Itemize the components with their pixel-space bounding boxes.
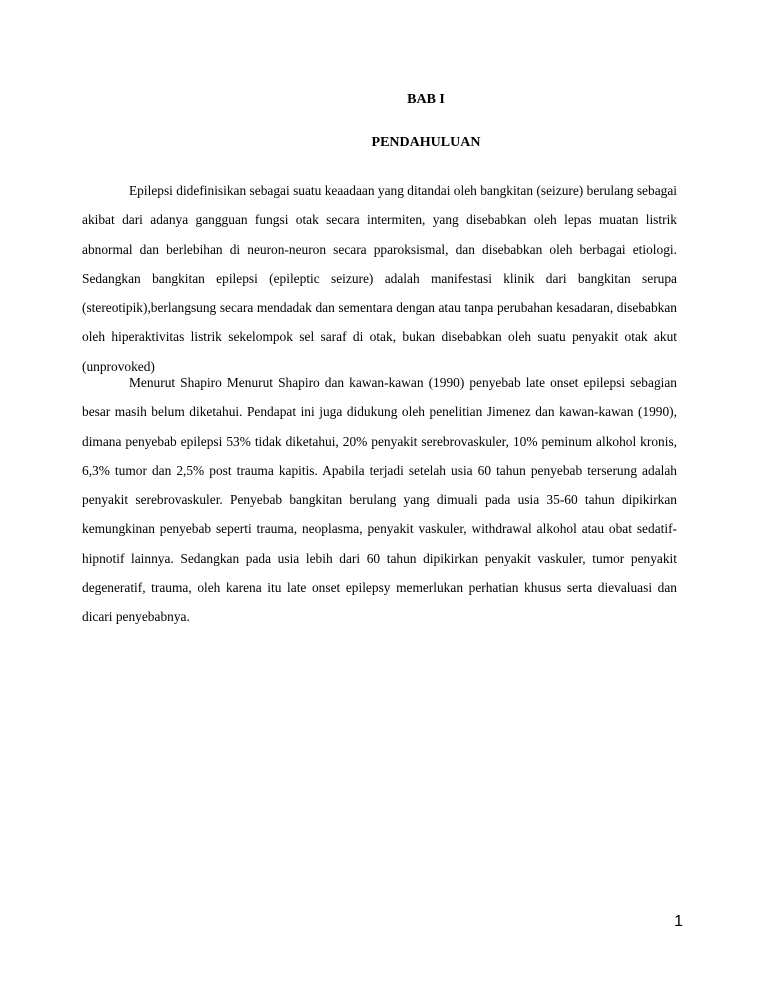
paragraph-definition: Epilepsi didefinisikan sebagai suatu keaadaan yang ditandai oleh bangkitan (seizure) berulang sebagai akibat dari adanya gangguan fungsi otak secara intermiten, yang disebabkan oleh lepas muatan listrik abnormal dan berlebihan di neuron-neuron secara pparoksismal, dan disebabkan oleh berbagai etiologi. Sedangkan bangkitan epilepsi (epileptic seizure) adalah manifestasi klinik dari bangkitan serupa (stereotipik),berlangsung secara mendadak dan sementara dengan atau tanpa perubahan kesadaran, disebabkan oleh hiperaktivitas listrik sekelompok sel saraf di otak, bukan disebabkan oleh suatu penyakit otak akut (unprovoked)	[82, 183, 677, 374]
page-number: 1	[674, 913, 683, 930]
chapter-title: PENDAHULUAN	[371, 135, 481, 150]
chapter-heading: BAB I	[407, 92, 445, 107]
paragraph-causes: Menurut Shapiro Menurut Shapiro dan kawan-kawan (1990) penyebab late onset epilepsi sebagian besar masih belum diketahui. Pendapat ini juga didukung oleh penelitian Jimenez dan kawan-kawan (1990), dimana penyebab epilepsi 53% tidak diketahui, 20% penyakit serebrovaskuler, 10% peminum alkohol kronis, 6,3% tumor dan 2,5% post trauma kapitis. Apabila terjadi setelah usia 60 tahun penyebab terserung adalah penyakit serebrovaskuler. Penyebab bangkitan berulang yang dimuali pada usia 35-60 tahun dipikirkan kemungkinan penyebab seperti trauma, neoplasma, penyakit vaskuler, withdrawal alkohol atau obat sedatif-hipnotif lainnya. Sedangkan pada usia lebih dari 60 tahun dipikirkan penyakit vaskuler, tumor penyakit degeneratif, trauma, oleh karena itu late onset epilepsy memerlukan perhatian khusus serta dievaluasi dan dicari penyebabnya.	[82, 375, 677, 625]
